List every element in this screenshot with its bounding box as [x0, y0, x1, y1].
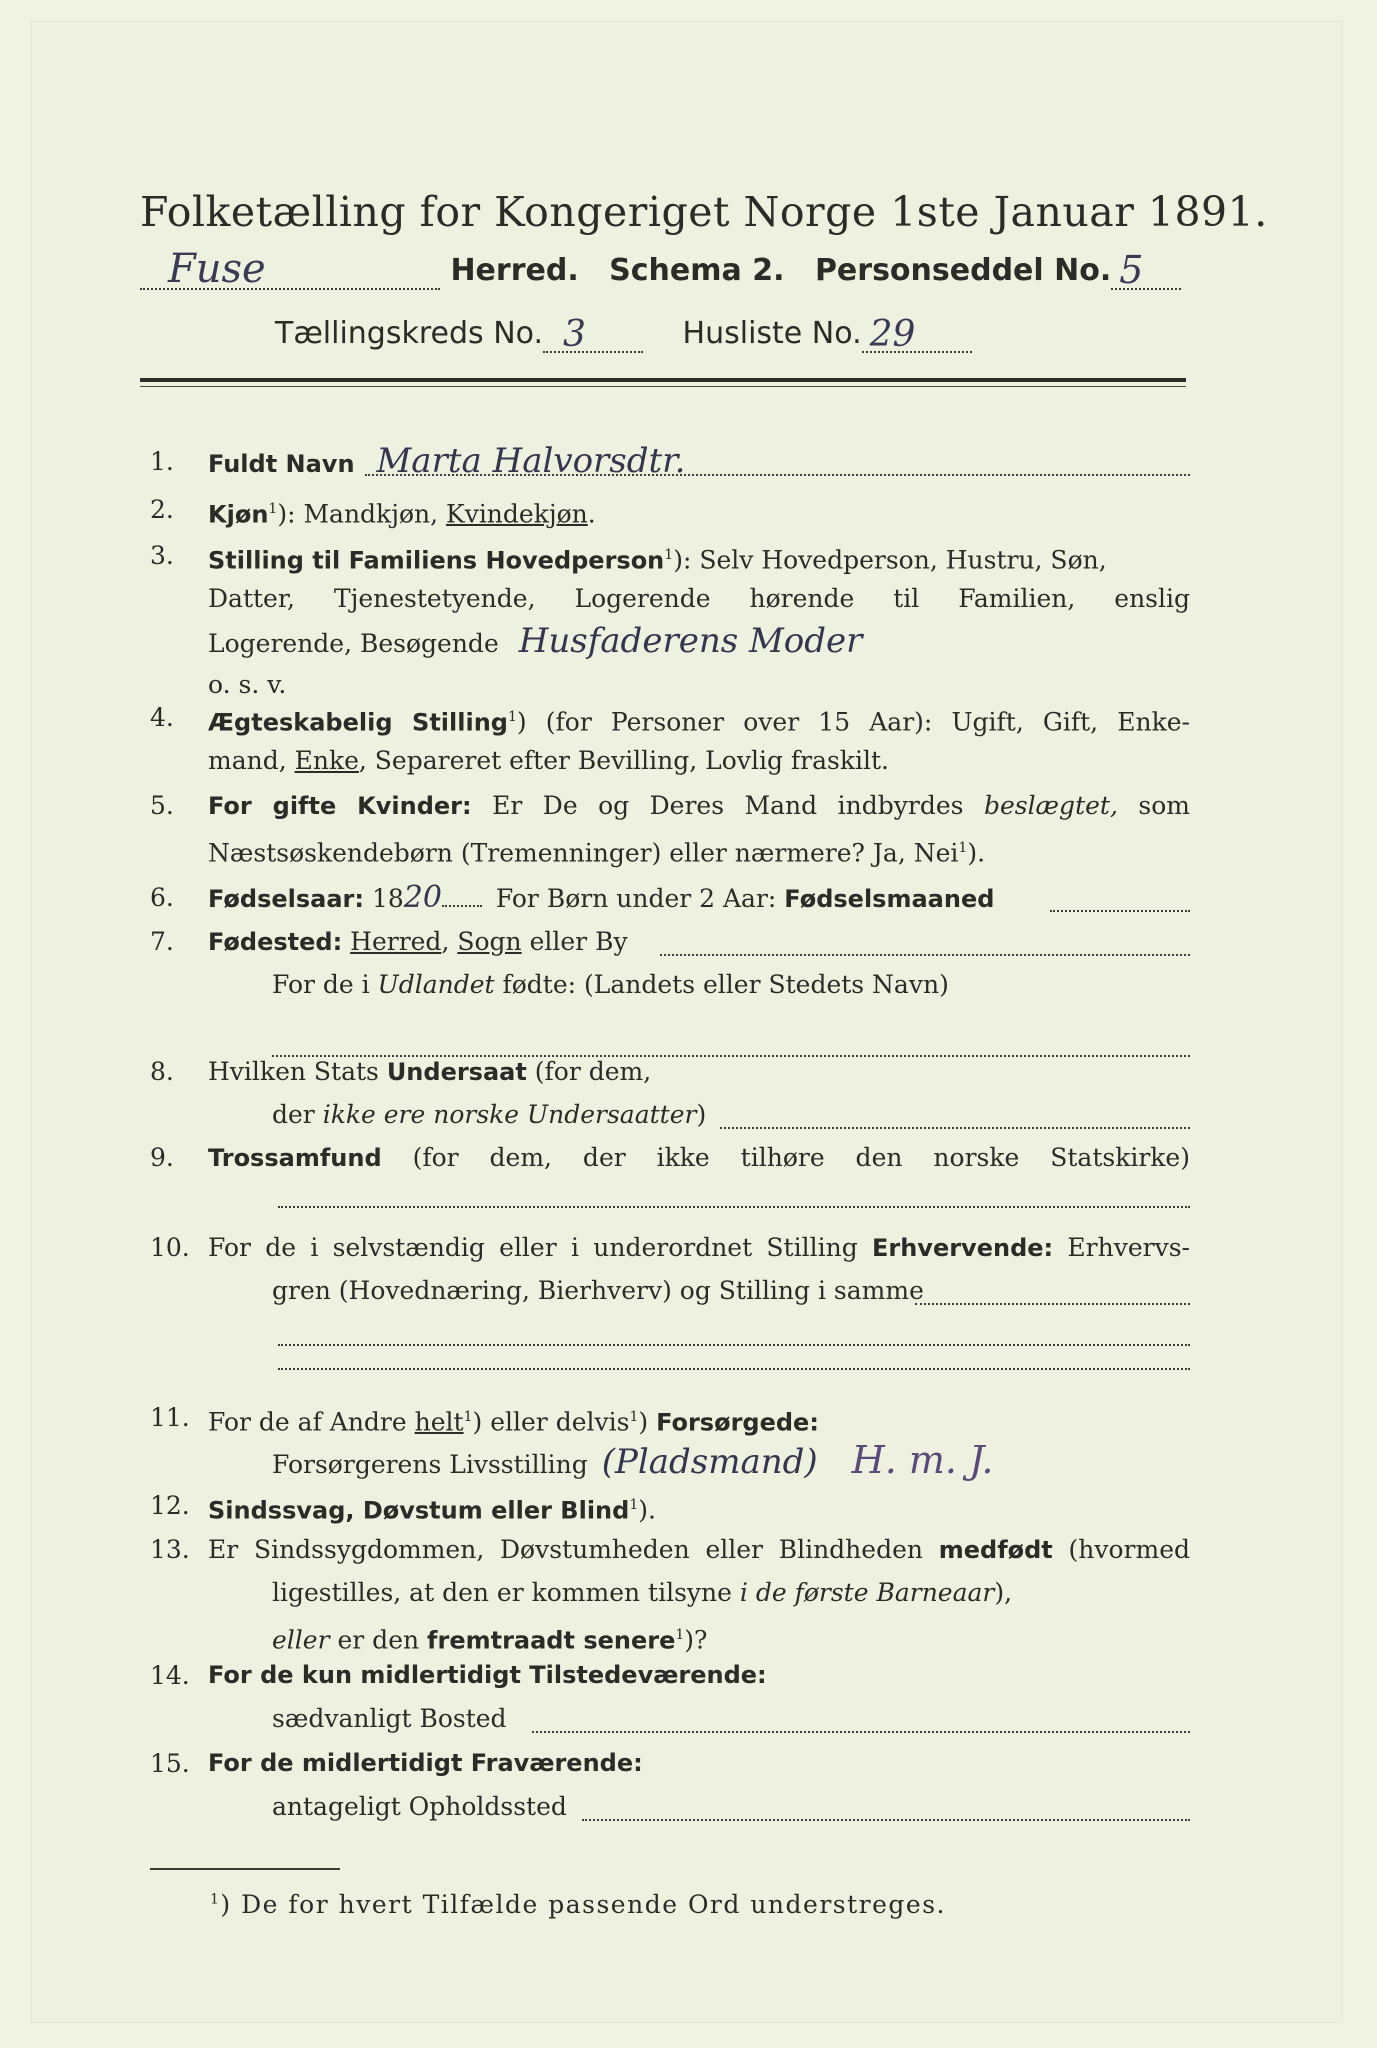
- item-10: [150, 1226, 1190, 1376]
- stilling-value: Husfaderens Moder: [518, 621, 863, 661]
- fodested-rest: eller By: [521, 927, 628, 956]
- header-divider-thin: [140, 386, 1186, 387]
- taellingskreds-field: [543, 316, 643, 353]
- husliste-label: Husliste No.: [682, 316, 862, 351]
- stilling-label: Stilling til Familiens Hovedperson: [208, 546, 665, 575]
- undersaat-italic: ikke ere norske Undersaatter: [322, 1100, 697, 1129]
- footnote-text: ) De for hvert Tilfælde passende Ord understreges.: [220, 1890, 946, 1919]
- footnote-ref: 1: [268, 501, 278, 517]
- erhverv-line-1: [915, 1303, 1190, 1305]
- aegteskab-label: Ægteskabelig Stilling: [208, 708, 508, 737]
- livsstilling-annotation: H. m. J.: [851, 1438, 994, 1482]
- footnote: [210, 1890, 946, 1919]
- punctuation: ),: [994, 1578, 1013, 1607]
- item-4: [150, 696, 1190, 786]
- item-13: [150, 1528, 1190, 1663]
- erhvervende-label: Erhvervende:: [871, 1234, 1054, 1262]
- footnote-ref: 1: [507, 709, 517, 725]
- punctuation: ).: [967, 838, 986, 868]
- fuldt-navn-label: Fuldt Navn: [208, 450, 355, 478]
- medfodt-text-c: (hvormed: [1052, 1535, 1191, 1564]
- stilling-osv: o. s. v.: [208, 670, 287, 699]
- aegteskab-options-2c: , Separeret efter Bevilling, Lovlig fraskilt.: [358, 746, 889, 775]
- bosted-line: [532, 1731, 1190, 1733]
- taellingskreds-value: 3: [563, 314, 586, 355]
- fuldt-navn-value: Marta Halvorsdtr.: [376, 441, 686, 481]
- livsstilling-label: Forsørgerens Livsstilling: [272, 1450, 588, 1479]
- schema-label: Schema 2.: [609, 253, 785, 288]
- fodselsmaaned-line: [1050, 910, 1190, 912]
- footnote-ref: 1: [958, 840, 968, 856]
- trossamfund-text: (for dem, der ikke tilhøre den norske Statskirke): [381, 1143, 1190, 1172]
- husliste-field: [862, 316, 972, 353]
- taellingskreds-label: Tællingskreds No.: [275, 316, 543, 351]
- herred-value: Fuse: [168, 246, 266, 292]
- gifte-kvinder-text: Er De og Deres Mand indbyrdes: [471, 791, 984, 820]
- gifte-kvinder-question: Næstsøskendebørn (Tremenninger) eller nærmere? Ja, Nei: [208, 838, 959, 868]
- eller-text: eller: [272, 1625, 330, 1655]
- aegteskab-selected: Enke: [294, 746, 359, 775]
- erhverv-text-2: gren (Hovednæring, Bierhverv) og Stilling i samme: [272, 1276, 924, 1305]
- punctuation: .: [587, 499, 596, 529]
- fodested-label: Fødested:: [208, 928, 343, 956]
- item-number: 12.: [150, 1491, 190, 1520]
- item-3: [150, 534, 1190, 714]
- fodested-sogn: Sogn: [457, 927, 522, 956]
- punctuation: ).: [638, 1495, 656, 1525]
- medfodt-label: medfødt: [938, 1536, 1053, 1564]
- punctuation: )?: [684, 1625, 708, 1655]
- item-number: 14.: [150, 1661, 190, 1690]
- item-15: [150, 1742, 1190, 1832]
- item-7: 7. Fødested: Herred, Sogn eller By For de i Udlandet fødte: (Landets eller Stedets Navn): [150, 920, 1190, 1060]
- personseddel-label: Personseddel No.: [814, 253, 1112, 288]
- header-divider: [140, 378, 1186, 382]
- footnote-ref: 1: [629, 1409, 639, 1425]
- som-text: som: [1117, 791, 1190, 820]
- item-number: 1.: [150, 447, 174, 476]
- fodselsmaaned-label: Fødselsmaaned: [784, 885, 995, 913]
- husliste-value: 29: [869, 314, 916, 355]
- bosted-label: sædvanligt Bosted: [272, 1704, 507, 1733]
- opholdssted-label: antageligt Opholdssted: [272, 1792, 567, 1821]
- kjon-selected: Kvindekjøn: [446, 499, 588, 529]
- gifte-kvinder-label: For gifte Kvinder:: [208, 792, 472, 820]
- fuldt-navn-line: [365, 474, 1190, 476]
- forsorgede-label: Forsørgede:: [656, 1408, 819, 1437]
- item-5: [150, 784, 1190, 874]
- medfodt-text-a: Er Sindssygdommen, Døvstumheden eller Blindheden: [208, 1535, 939, 1564]
- sindssvag-label: Sindssvag, Døvstum eller Blind: [208, 1496, 630, 1525]
- item-number: 8.: [150, 1057, 174, 1086]
- item-number: 10.: [150, 1233, 190, 1262]
- undersaat-line: [720, 1127, 1190, 1129]
- footnote-ref: 1: [664, 547, 674, 563]
- livsstilling-value: (Pladsmand): [601, 1442, 818, 1482]
- undersaat-label: Undersaat: [386, 1058, 527, 1086]
- item-9: [150, 1136, 1190, 1226]
- fodested-line: [660, 954, 1190, 956]
- form-title: Folketælling for Kongeriget Norge 1ste Januar 1891.: [140, 188, 1268, 236]
- opholdssted-line: [582, 1819, 1190, 1821]
- erhverv-text-c: Erhvervs-: [1053, 1233, 1190, 1262]
- fodselsaar-label: Fødselsaar:: [208, 885, 364, 913]
- footnote-mark: 1: [210, 1891, 221, 1908]
- item-14: [150, 1654, 1190, 1744]
- fremtraadt-label: fremtraadt senere: [427, 1626, 676, 1655]
- item-number: 7.: [150, 927, 174, 956]
- punctuation: ): [696, 1100, 707, 1129]
- stilling-options-2: Datter, Tjenestetyende, Logerende hørende til Familien, enslig: [208, 584, 1190, 613]
- header-line-kreds: [275, 316, 972, 353]
- er-den-text: er den: [329, 1625, 428, 1655]
- trossamfund-label: Trossamfund: [208, 1144, 382, 1172]
- fodested-herred: Herred: [350, 927, 442, 956]
- udlandet-text-a: For de i: [272, 970, 378, 999]
- undersaat-text-d: der: [272, 1100, 323, 1129]
- herred-field: [140, 246, 440, 292]
- item-8: [150, 1050, 1190, 1140]
- fodselsaar-prefix: 18: [364, 884, 404, 913]
- tilsyne-text: ligestilles, at den er kommen tilsyne: [272, 1578, 740, 1607]
- item-number: 6.: [150, 883, 174, 912]
- undersaat-text-a: Hvilken Stats: [208, 1057, 387, 1086]
- footnote-ref: 1: [629, 1497, 639, 1513]
- kjon-options: ): Mandkjøn,: [277, 499, 447, 529]
- item-number: 9.: [150, 1143, 174, 1172]
- header-line-herred: [140, 246, 1181, 292]
- forsorgede-text-a: For de af Andre: [208, 1407, 415, 1437]
- erhverv-text-a: For de i selvstændig eller i underordnet Stilling: [208, 1233, 872, 1262]
- born-text: For Børn under 2 Aar:: [495, 884, 785, 913]
- aegteskab-options-1: ) (for Personer over 15 Aar): Ugift, Gift, Enke-: [516, 707, 1190, 737]
- item-6: [150, 876, 1190, 921]
- item-number: 11.: [150, 1403, 190, 1432]
- udlandet-text: Udlandet: [377, 970, 495, 999]
- personseddel-value: 5: [1119, 248, 1144, 292]
- item-11: [150, 1396, 1190, 1491]
- stilling-options-3: Logerende, Besøgende: [208, 629, 499, 658]
- aegteskab-options-2a: mand,: [208, 746, 295, 775]
- item-number: 3.: [150, 541, 174, 570]
- footnote-ref: 1: [463, 1409, 473, 1425]
- fodselsaar-dots: [442, 905, 482, 907]
- undersaat-text-c: (for dem,: [526, 1057, 652, 1086]
- erhverv-line-3: [278, 1368, 1190, 1370]
- fodselsaar-value: 20: [403, 880, 442, 915]
- kjon-label: Kjøn: [208, 500, 269, 529]
- item-number: 5.: [150, 791, 174, 820]
- footnote-ref: 1: [675, 1627, 685, 1643]
- beslaegtet-text: beslægtet,: [983, 791, 1118, 820]
- item-number: 13.: [150, 1535, 190, 1564]
- helt-text: helt: [414, 1407, 464, 1437]
- udlandet-text-b: fødte: (Landets eller Stedets Navn): [494, 970, 949, 999]
- punctuation: ): [638, 1407, 657, 1437]
- item-1: [150, 440, 1190, 490]
- barneaar-text: i de første Barneaar: [739, 1578, 995, 1607]
- stilling-options-1: ): Selv Hovedperson, Hustru, Søn,: [673, 545, 1107, 575]
- herred-label: Herred.: [450, 253, 579, 288]
- erhverv-line-2: [278, 1344, 1190, 1346]
- personseddel-field: [1111, 248, 1181, 292]
- tilstedevaerende-label: For de kun midlertidigt Tilstedeværende:: [208, 1661, 767, 1689]
- delvis-text: ) eller delvis: [472, 1407, 630, 1437]
- item-number: 4.: [150, 703, 174, 732]
- fravaerende-label: For de midlertidigt Fraværende:: [208, 1749, 643, 1777]
- item-number: 15.: [150, 1749, 190, 1778]
- item-number: 2.: [150, 495, 174, 524]
- footnote-divider: [150, 1868, 340, 1870]
- trossamfund-line: [278, 1206, 1190, 1208]
